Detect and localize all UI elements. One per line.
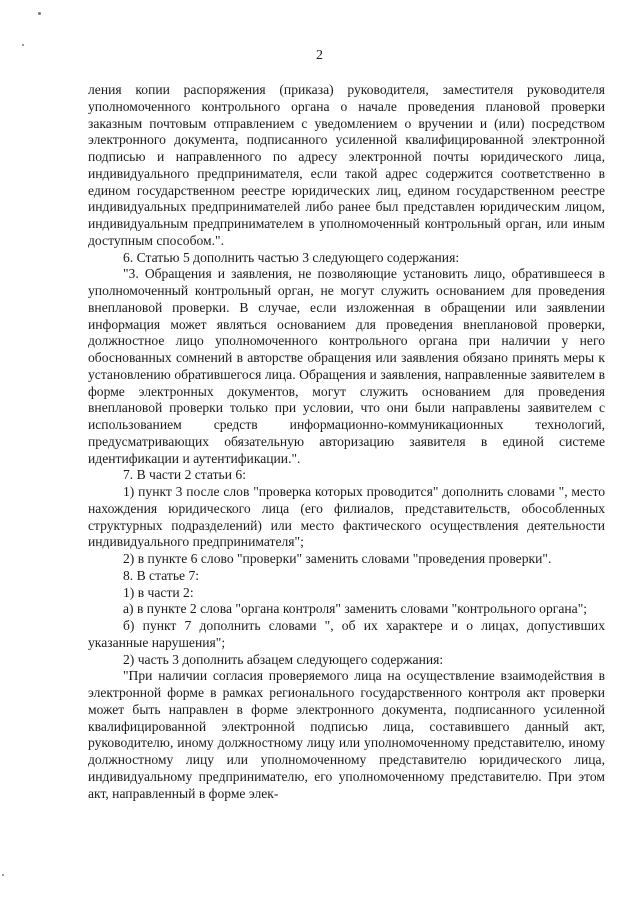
paragraph-item-8: 8. В статье 7: xyxy=(123,567,200,583)
paragraph-article-5-part-3: "3. Обращения и заявления, не позволяющие установить лицо, обратившееся в уполномоченный контрольный орган, не могут служить основанием для проведения внеплановой проверки. В случае, если изложенная в обращении или заявлении информация может являться основанием для проведения внеплановой проверки, должностное лицо уполномоченного контрольного органа при наличии у него обоснованных сомнений в авторстве обращения или заявления обязано принять меры к установлению обратившегося лица. Обращения и заявления, направленные заявителем в форме электронных документов, могут служить основанием для проведения внеплановой проверки только при условии, что они были направлены заявителем с использованием средств информационно-коммуникационных технологий, предусматривающих обязательную авторизацию заявителя в единой системе идентификации и аутентификации.". xyxy=(88,266,605,466)
paragraph-item-7-point-1: 1) пункт 3 после слов "проверка которых проводится" дополнить словами ", место нахождения юридического лица (его филиалов, представительств, обособленных структурных подразделений) или место фактического осуществления деятельности индивидуального предпринимателя"; xyxy=(88,484,605,550)
paragraph-item-8-point-1: 1) в части 2: xyxy=(123,584,194,600)
paragraph-item-7: 7. В части 2 статьи 6: xyxy=(123,467,246,483)
page-number: 2 xyxy=(316,48,323,63)
paragraph-item-8-subpoint-a: а) в пункте 2 слова "органа контроля" заменить словами "контрольного органа"; xyxy=(123,601,588,617)
scan-speck xyxy=(22,44,24,46)
paragraph-item-6: 6. Статью 5 дополнить частью 3 следующего содержания: xyxy=(123,249,460,265)
paragraph-item-8-subpoint-b: б) пункт 7 дополнить словами ", об их характере и о лицах, допустивших указанные нарушения"; xyxy=(88,618,605,650)
paragraph-item-7-point-2: 2) в пункте 6 слово "проверки" заменить словами "проведения проверки". xyxy=(123,551,552,566)
paragraph-new-abzac: "При наличии согласия проверяемого лица на осуществление взаимодействия в электронной форме в рамках регионального государственного контроля акт проверки может быть направлен в форме электронного документа, подписанного усиленной квалифицированной электронной подписью лица, составившего данный акт, руководителю, иному должностному лицу или уполномоченному представителю, иному должностному лицу или уполномоченному представителю юридического лица, индивидуальному предпринимателю, его уполномоченному представителю. При этом акт, направленный в форме элек- xyxy=(88,668,605,801)
document-body xyxy=(88,82,605,802)
paragraph-continuation: ления копии распоряжения (приказа) руководителя, заместителя руководителя уполномоченного контрольного органа о начале проведения плановой проверки заказным почтовым отправлением с уведомлением о вручении и (или) посредством электронного документа, подписанного усиленной квалифицированной электронной подписью и направленного по адресу электронной почты юридического лица, индивидуального предпринимателя, если такой адрес содержится соответственно в едином государственном реестре юридических лиц, едином государственном реестре индивидуальных предпринимателей либо ранее был представлен юридическим лицом, индивидуальным предпринимателем в уполномоченный контрольный орган, или иным доступным способом.". xyxy=(88,82,605,248)
paragraph-item-8-point-2: 2) часть 3 дополнить абзацем следующего содержания: xyxy=(123,651,444,667)
scan-speck xyxy=(2,874,4,876)
scan-speck xyxy=(38,12,41,15)
